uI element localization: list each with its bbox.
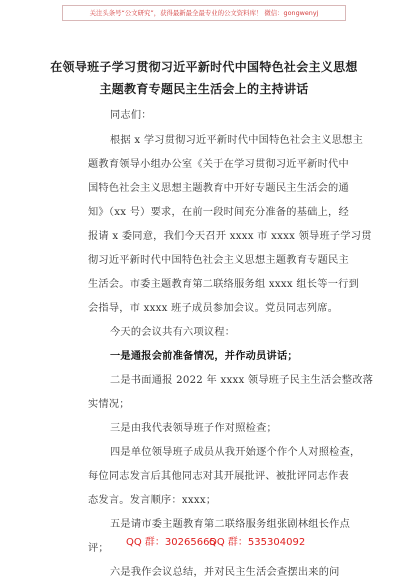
agenda-item-3: 三是由我代表领导班子作对照检查； (110, 423, 277, 434)
document-title-line-2: 主题教育专题民主生活会上的主持讲话 (99, 82, 309, 96)
body-line: 每位同志发言后其他同志对其开展批评、被批评同志作表 (88, 471, 349, 482)
agenda-item-5: 五是请市委主题教育第二联络服务组张剧林组长作点 (110, 519, 351, 530)
body-line: 国特色社会主义思想主题教育中开好专题民主生活会的通 (88, 183, 349, 194)
salutation: 同志们： (110, 110, 152, 121)
body-line: 知》（xx 号）要求，在前一段时间充分准备的基础上，经 (88, 207, 349, 218)
footer-qq-group-1: QQ 群：30265665 (126, 537, 216, 548)
footer-qq-group-2: QQ 群：535304092 (209, 537, 306, 548)
body-line: 评； (88, 543, 109, 554)
body-line: 彻习近平新时代中国特色社会主义思想主题教育专题民主 (88, 255, 349, 266)
agenda-item-2: 二是书面通报 2022 年 xxxx 领导班子民主生活会整改落 (110, 375, 374, 386)
agenda-item-1: 一是通报会前准备情况，并作动员讲话； (110, 350, 298, 362)
body-line: 生活会。市委主题教育第二联络服务组 xxxx 组长等一行到 (88, 279, 360, 290)
body-line: 报请 x 委同意，我们今天召开 xxxx 市 xxxx 领导班子学习贯 (88, 231, 372, 242)
body-line: 根据 x 学习贯彻习近平新时代中国特色社会主义思想主 (110, 135, 364, 146)
document-title-line-1: 在领导班子学习贯彻习近平新时代中国特色社会主义思想 (50, 60, 358, 74)
agenda-intro: 今天的会议共有六项议程： (110, 327, 236, 338)
agenda-item-6: 六是我作会议总结，并对民主生活会查摆出来的问 (110, 567, 340, 578)
body-line: 题教育领导小组办公室《关于在学习贯彻习近平新时代中 (88, 159, 349, 170)
body-line: 会指导，市 xxxx 班子成员参加会议。党员同志列席。 (88, 303, 339, 314)
body-line: 实情况； (88, 399, 130, 410)
body-line: 态发言。发言顺序：xxxx； (88, 495, 217, 506)
top-banner: 关注头条号“公文研究”，获得最新最全最专业的公文资料库！ 微信：gongwenyj (62, 5, 346, 21)
agenda-item-4: 四是单位领导班子成员从我开始逐个作个人对照检查， (110, 447, 361, 458)
